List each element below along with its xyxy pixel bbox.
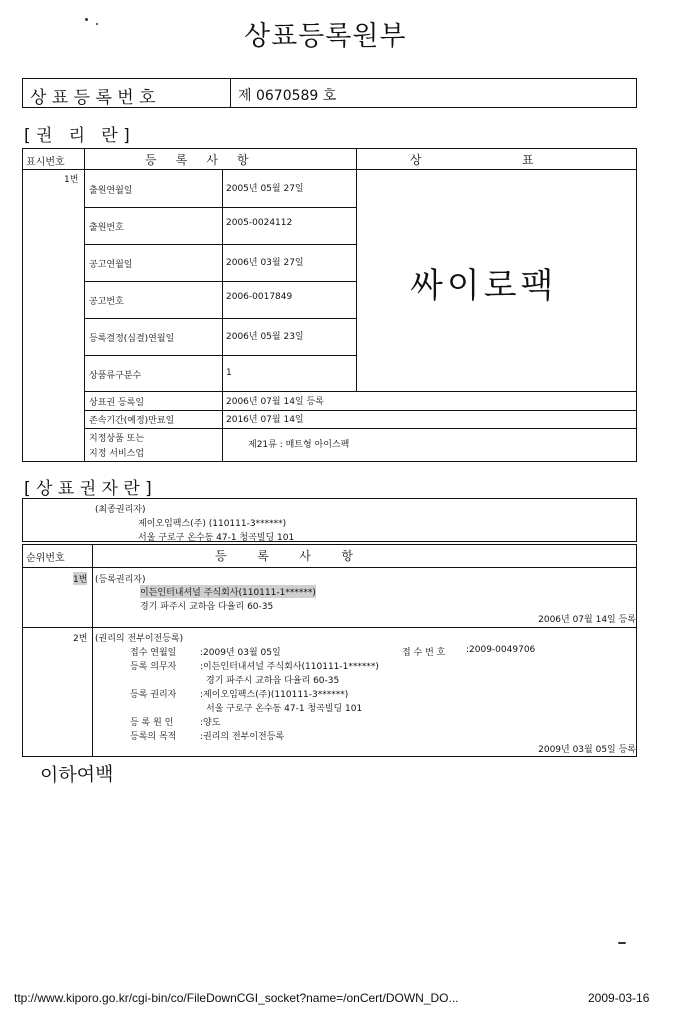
owner-col-no: 순위번호 [26, 553, 65, 564]
rights-col-items: 등 록 사 항 [145, 153, 249, 167]
purpose-label: 등록의 목적 [130, 732, 177, 742]
holder-addr: 서울 구로구 온수동 47-1 청곡빌딩 101 [206, 704, 363, 714]
rights-entry-no: 1번 [64, 175, 79, 185]
rights-section-title: [ 권 리 란 ] [24, 126, 130, 146]
entry-no: 1번 [73, 572, 87, 585]
divider [92, 544, 93, 757]
divider [230, 78, 231, 108]
holder-label: 등록 권리자 [130, 690, 177, 700]
rights-col-mark-2: 표 [522, 153, 534, 167]
row-value: 2016년 07월 14일 [226, 415, 304, 425]
divider [84, 355, 356, 356]
footer-date: 2009-03-16 [588, 991, 650, 1005]
entry-date: 2009년 03월 05일 등록 [538, 745, 636, 755]
divider [84, 207, 356, 208]
obligor-name: :이든인터내셔널 주식회사(110111-1******) [200, 662, 379, 672]
receipt-date: :2009년 03월 05일 [200, 648, 281, 658]
receipt-no: :2009-0049706 [466, 645, 536, 655]
row-value: 1 [226, 368, 232, 378]
row-value: 2006년 05월 23일 [226, 332, 304, 342]
divider [84, 318, 356, 319]
row-label: 출원연월일 [89, 186, 133, 196]
rights-col-no: 표시번호 [26, 157, 65, 168]
goods-value: 제21류 : 매트형 아이스팩 [248, 440, 350, 450]
handwritten-note: 이하여백 [39, 763, 114, 787]
divider [84, 410, 637, 411]
divider [84, 244, 356, 245]
scan-speck [618, 942, 626, 944]
divider [22, 169, 637, 170]
final-owner-label: (최종권리자) [95, 505, 146, 515]
row-label: 공고연월일 [89, 260, 133, 270]
reg-no-label: 상 표 등 록 번 호 [30, 88, 156, 108]
row-label: 공고번호 [89, 297, 124, 307]
row-label: 등록결정(심결)연월일 [89, 334, 175, 344]
receipt-date-label: 접수 연월일 [130, 648, 177, 658]
final-owner-name: 제이오임팩스(주) (110111-3******) [138, 519, 287, 529]
divider [84, 428, 637, 429]
owner-section-title: [ 상 표 권 자 란 ] [24, 479, 152, 499]
scan-speck [85, 18, 88, 21]
entry-no: 2번 [73, 634, 88, 644]
divider [22, 627, 637, 628]
final-owner-addr: 서울 구로구 온수동 47-1 청곡빌딩 101 [138, 533, 295, 543]
footer-url: ttp://www.kiporo.go.kr/cgi-bin/co/FileDownCGI_socket?name=/onCert/DOWN_DO... [14, 991, 459, 1005]
entry-type: (권리의 전부이전등록) [95, 634, 184, 644]
cause-label: 등 록 원 인 [130, 718, 174, 728]
row-label: 존속기간(예정)만료일 [89, 416, 175, 426]
obligor-label: 등록 의무자 [130, 662, 177, 672]
document-title: 상표등록원부 [244, 21, 407, 52]
owner-col-items: 등 록 사 항 [215, 549, 353, 563]
goods-label-2: 지정 서비스업 [89, 449, 145, 459]
entry-type: (등록권리자) [95, 575, 146, 585]
row-value: 2006년 07월 14일 등록 [226, 397, 324, 407]
divider [84, 148, 85, 462]
divider [22, 567, 637, 568]
scan-speck [96, 23, 98, 25]
rights-col-mark-1: 상 [410, 153, 422, 167]
entry-name: 이든인터내셔널 주식회사(110111-1******) [140, 585, 316, 598]
cause-value: :양도 [200, 718, 221, 728]
reg-no-value: 제 0670589 호 [238, 88, 337, 104]
entry-date: 2006년 07월 14일 등록 [538, 615, 636, 625]
purpose-value: :권리의 전부이전등록 [200, 732, 285, 742]
receipt-no-label: 접 수 번 호 [402, 648, 446, 658]
row-label: 상표권 등록일 [89, 398, 145, 408]
divider [356, 148, 357, 391]
divider [84, 281, 356, 282]
obligor-addr: 경기 파주시 교하읍 다율리 60-35 [206, 676, 340, 686]
row-value: 2005년 05월 27일 [226, 184, 304, 194]
goods-label-1: 지정상품 또는 [89, 434, 145, 444]
divider [84, 391, 637, 392]
divider [222, 169, 223, 462]
row-label: 출원번호 [89, 223, 124, 233]
trademark-text: 싸이로팩 [410, 266, 558, 306]
row-label: 상품류구분수 [89, 371, 142, 381]
entry-addr: 경기 파주시 교하읍 다율리 60-35 [140, 602, 274, 612]
holder-name: :제이오임팩스(주)(110111-3******) [200, 690, 349, 700]
row-value: 2006-0017849 [226, 292, 293, 302]
row-value: 2006년 03월 27일 [226, 258, 304, 268]
row-value: 2005-0024112 [226, 218, 293, 228]
